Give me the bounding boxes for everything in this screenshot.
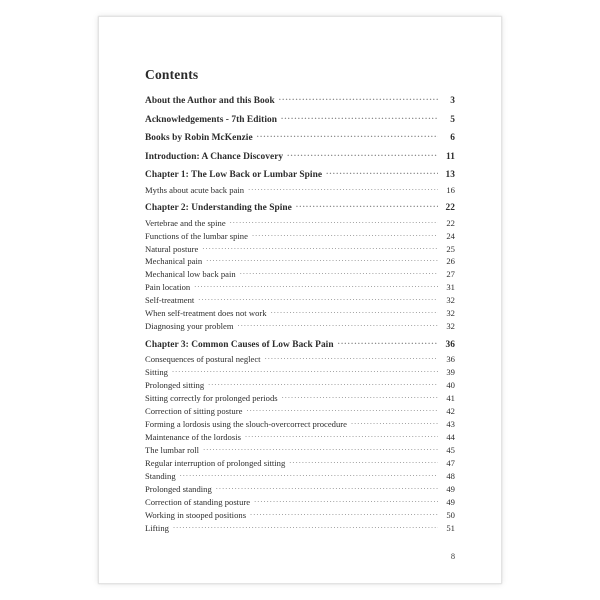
toc-entry-page-number: 51 [446, 523, 455, 534]
toc-entry-label: Mechanical low back pain [145, 269, 236, 280]
toc-leader-dots [194, 282, 438, 291]
toc-entry-label: Myths about acute back pain [145, 184, 245, 195]
toc-entry-label: Consequences of postural neglect [145, 354, 261, 365]
toc-leader-dots [265, 354, 438, 363]
toc-leader-dots [240, 269, 438, 278]
toc-entry-label: Chapter 1: The Low Back or Lumbar Spine [145, 169, 323, 180]
toc-entry-label: About the Author and this Book [145, 96, 275, 107]
toc-entry-label: The lumbar roll [145, 445, 200, 456]
toc-entry-label: Mechanical pain [145, 256, 203, 267]
toc-leader-dots [326, 168, 438, 177]
toc-entry[interactable] [145, 367, 455, 378]
page-title: Contents [145, 67, 199, 82]
toc-entry[interactable] [145, 419, 455, 430]
toc-entry[interactable] [145, 243, 455, 254]
toc-entry-label: Correction of sitting posture [145, 406, 243, 417]
toc-entry-page-number: 24 [446, 230, 455, 241]
toc-entry-label: Lifting [145, 523, 169, 534]
toc-entry[interactable] [145, 184, 455, 195]
toc-entry[interactable] [145, 406, 455, 417]
toc-entry-page-number: 22 [445, 202, 455, 213]
toc-entry-page-number: 6 [450, 133, 455, 144]
toc-leader-dots [271, 308, 438, 317]
toc-entry[interactable] [145, 112, 455, 124]
toc-entry-label: Prolonged standing [145, 484, 212, 495]
toc-entry-page-number: 13 [445, 169, 455, 180]
toc-entry-label: Forming a lordosis using the slouch-overcorrect procedure [145, 419, 347, 430]
toc-entry-page-number: 32 [446, 321, 455, 332]
toc-leader-dots [289, 458, 438, 467]
toc-entry-page-number: 27 [446, 269, 455, 280]
toc-leader-dots [351, 419, 438, 428]
toc-leader-dots [250, 510, 438, 519]
toc-leader-dots [287, 149, 438, 158]
toc-entry[interactable] [145, 321, 455, 332]
toc-leader-dots [198, 295, 438, 304]
toc-entry-label: Regular interruption of prolonged sitting [145, 458, 286, 469]
toc-entry[interactable] [145, 295, 455, 306]
toc-entry-page-number: 26 [446, 256, 455, 267]
toc-entry-page-number: 5 [450, 114, 455, 125]
toc-entry-page-number: 50 [446, 510, 455, 521]
toc-leader-dots [282, 393, 438, 402]
toc-entry-page-number: 31 [446, 282, 455, 293]
toc-entry-page-number: 49 [446, 484, 455, 495]
toc-entry[interactable] [145, 497, 455, 508]
toc-entry-page-number: 43 [446, 419, 455, 430]
toc-entry[interactable] [145, 149, 455, 161]
toc-entry-label: Acknowledgements - 7th Edition [145, 114, 277, 125]
toc-leader-dots [172, 367, 438, 376]
toc-leader-dots [279, 94, 438, 103]
toc-entry-page-number: 45 [446, 445, 455, 456]
toc-entry-label: Introduction: A Chance Discovery [145, 151, 284, 162]
toc-leader-dots [206, 256, 438, 265]
toc-entry-label: Sitting [145, 367, 168, 378]
toc-entry[interactable] [145, 131, 455, 143]
toc-leader-dots [252, 230, 438, 239]
toc-entry-label: Maintenance of the lordosis [145, 432, 241, 443]
toc-entry-page-number: 32 [446, 308, 455, 319]
toc-entry-page-number: 48 [446, 471, 455, 482]
page-number: 8 [450, 552, 455, 561]
toc-leader-dots [230, 217, 438, 226]
toc-leader-dots [238, 321, 438, 330]
toc-leader-dots [296, 201, 438, 210]
toc-entry[interactable] [145, 269, 455, 280]
toc-entry[interactable] [145, 432, 455, 443]
toc-leader-dots [173, 523, 438, 532]
toc-leader-dots [338, 337, 438, 346]
toc-entry[interactable] [145, 523, 455, 534]
toc-entry[interactable] [145, 484, 455, 495]
toc-entry[interactable] [145, 256, 455, 267]
toc-leader-dots [208, 380, 438, 389]
toc-entry[interactable] [145, 471, 455, 482]
toc-entry[interactable] [145, 354, 455, 365]
toc-entry-page-number: 11 [446, 151, 455, 162]
toc-entry-label: Chapter 3: Common Causes of Low Back Pain [145, 339, 334, 350]
toc-entry[interactable] [145, 201, 455, 213]
toc-entry-label: Pain location [145, 282, 191, 293]
toc-leader-dots [203, 445, 438, 454]
toc-leader-dots [257, 131, 438, 140]
toc-leader-dots [245, 432, 438, 441]
toc-entry-label: Natural posture [145, 243, 199, 254]
toc-entry-page-number: 3 [450, 96, 455, 107]
toc-entry[interactable] [145, 217, 455, 228]
toc-entry-label: Books by Robin McKenzie [145, 133, 253, 144]
toc-leader-dots [246, 406, 438, 415]
toc-entry-page-number: 16 [446, 184, 455, 195]
toc-entry-label: Prolonged sitting [145, 380, 205, 391]
toc-entry-label: Correction of standing posture [145, 497, 251, 508]
toc-entry[interactable] [145, 510, 455, 521]
toc-entry-page-number: 32 [446, 295, 455, 306]
book-page [98, 16, 502, 584]
toc-entry[interactable] [145, 308, 455, 319]
toc-entry-page-number: 36 [445, 339, 455, 350]
toc-entry-label: Sitting correctly for prolonged periods [145, 393, 278, 404]
toc-entry-page-number: 44 [446, 432, 455, 443]
toc-entry-label: Vertebrae and the spine [145, 217, 226, 228]
table-of-contents [145, 94, 455, 533]
toc-leader-dots [281, 112, 438, 121]
toc-entry-page-number: 25 [446, 243, 455, 254]
toc-entry-page-number: 47 [446, 458, 455, 469]
toc-entry-page-number: 42 [446, 406, 455, 417]
toc-entry-page-number: 22 [446, 217, 455, 228]
toc-entry-label: Self-treatment [145, 295, 195, 306]
toc-entry[interactable] [145, 168, 455, 180]
toc-entry-label: Diagnosing your problem [145, 321, 234, 332]
toc-entry-label: When self-treatment does not work [145, 308, 267, 319]
toc-entry[interactable] [145, 337, 455, 349]
toc-leader-dots [202, 243, 438, 252]
toc-leader-dots [254, 497, 438, 506]
toc-entry-page-number: 36 [446, 354, 455, 365]
toc-entry[interactable] [145, 230, 455, 241]
toc-entry-label: Chapter 2: Understanding the Spine [145, 202, 292, 213]
toc-entry[interactable] [145, 393, 455, 404]
toc-entry-label: Functions of the lumbar spine [145, 230, 248, 241]
toc-entry-label: Standing [145, 471, 176, 482]
toc-leader-dots [216, 484, 438, 493]
toc-entry-page-number: 49 [446, 497, 455, 508]
toc-entry[interactable] [145, 282, 455, 293]
toc-entry-label: Working in stooped positions [145, 510, 247, 521]
toc-entry[interactable] [145, 94, 455, 106]
toc-leader-dots [248, 184, 438, 193]
toc-entry[interactable] [145, 445, 455, 456]
toc-entry[interactable] [145, 380, 455, 391]
toc-entry-page-number: 40 [446, 380, 455, 391]
toc-leader-dots [180, 471, 438, 480]
toc-entry-page-number: 41 [446, 393, 455, 404]
toc-entry[interactable] [145, 458, 455, 469]
toc-entry-page-number: 39 [446, 367, 455, 378]
